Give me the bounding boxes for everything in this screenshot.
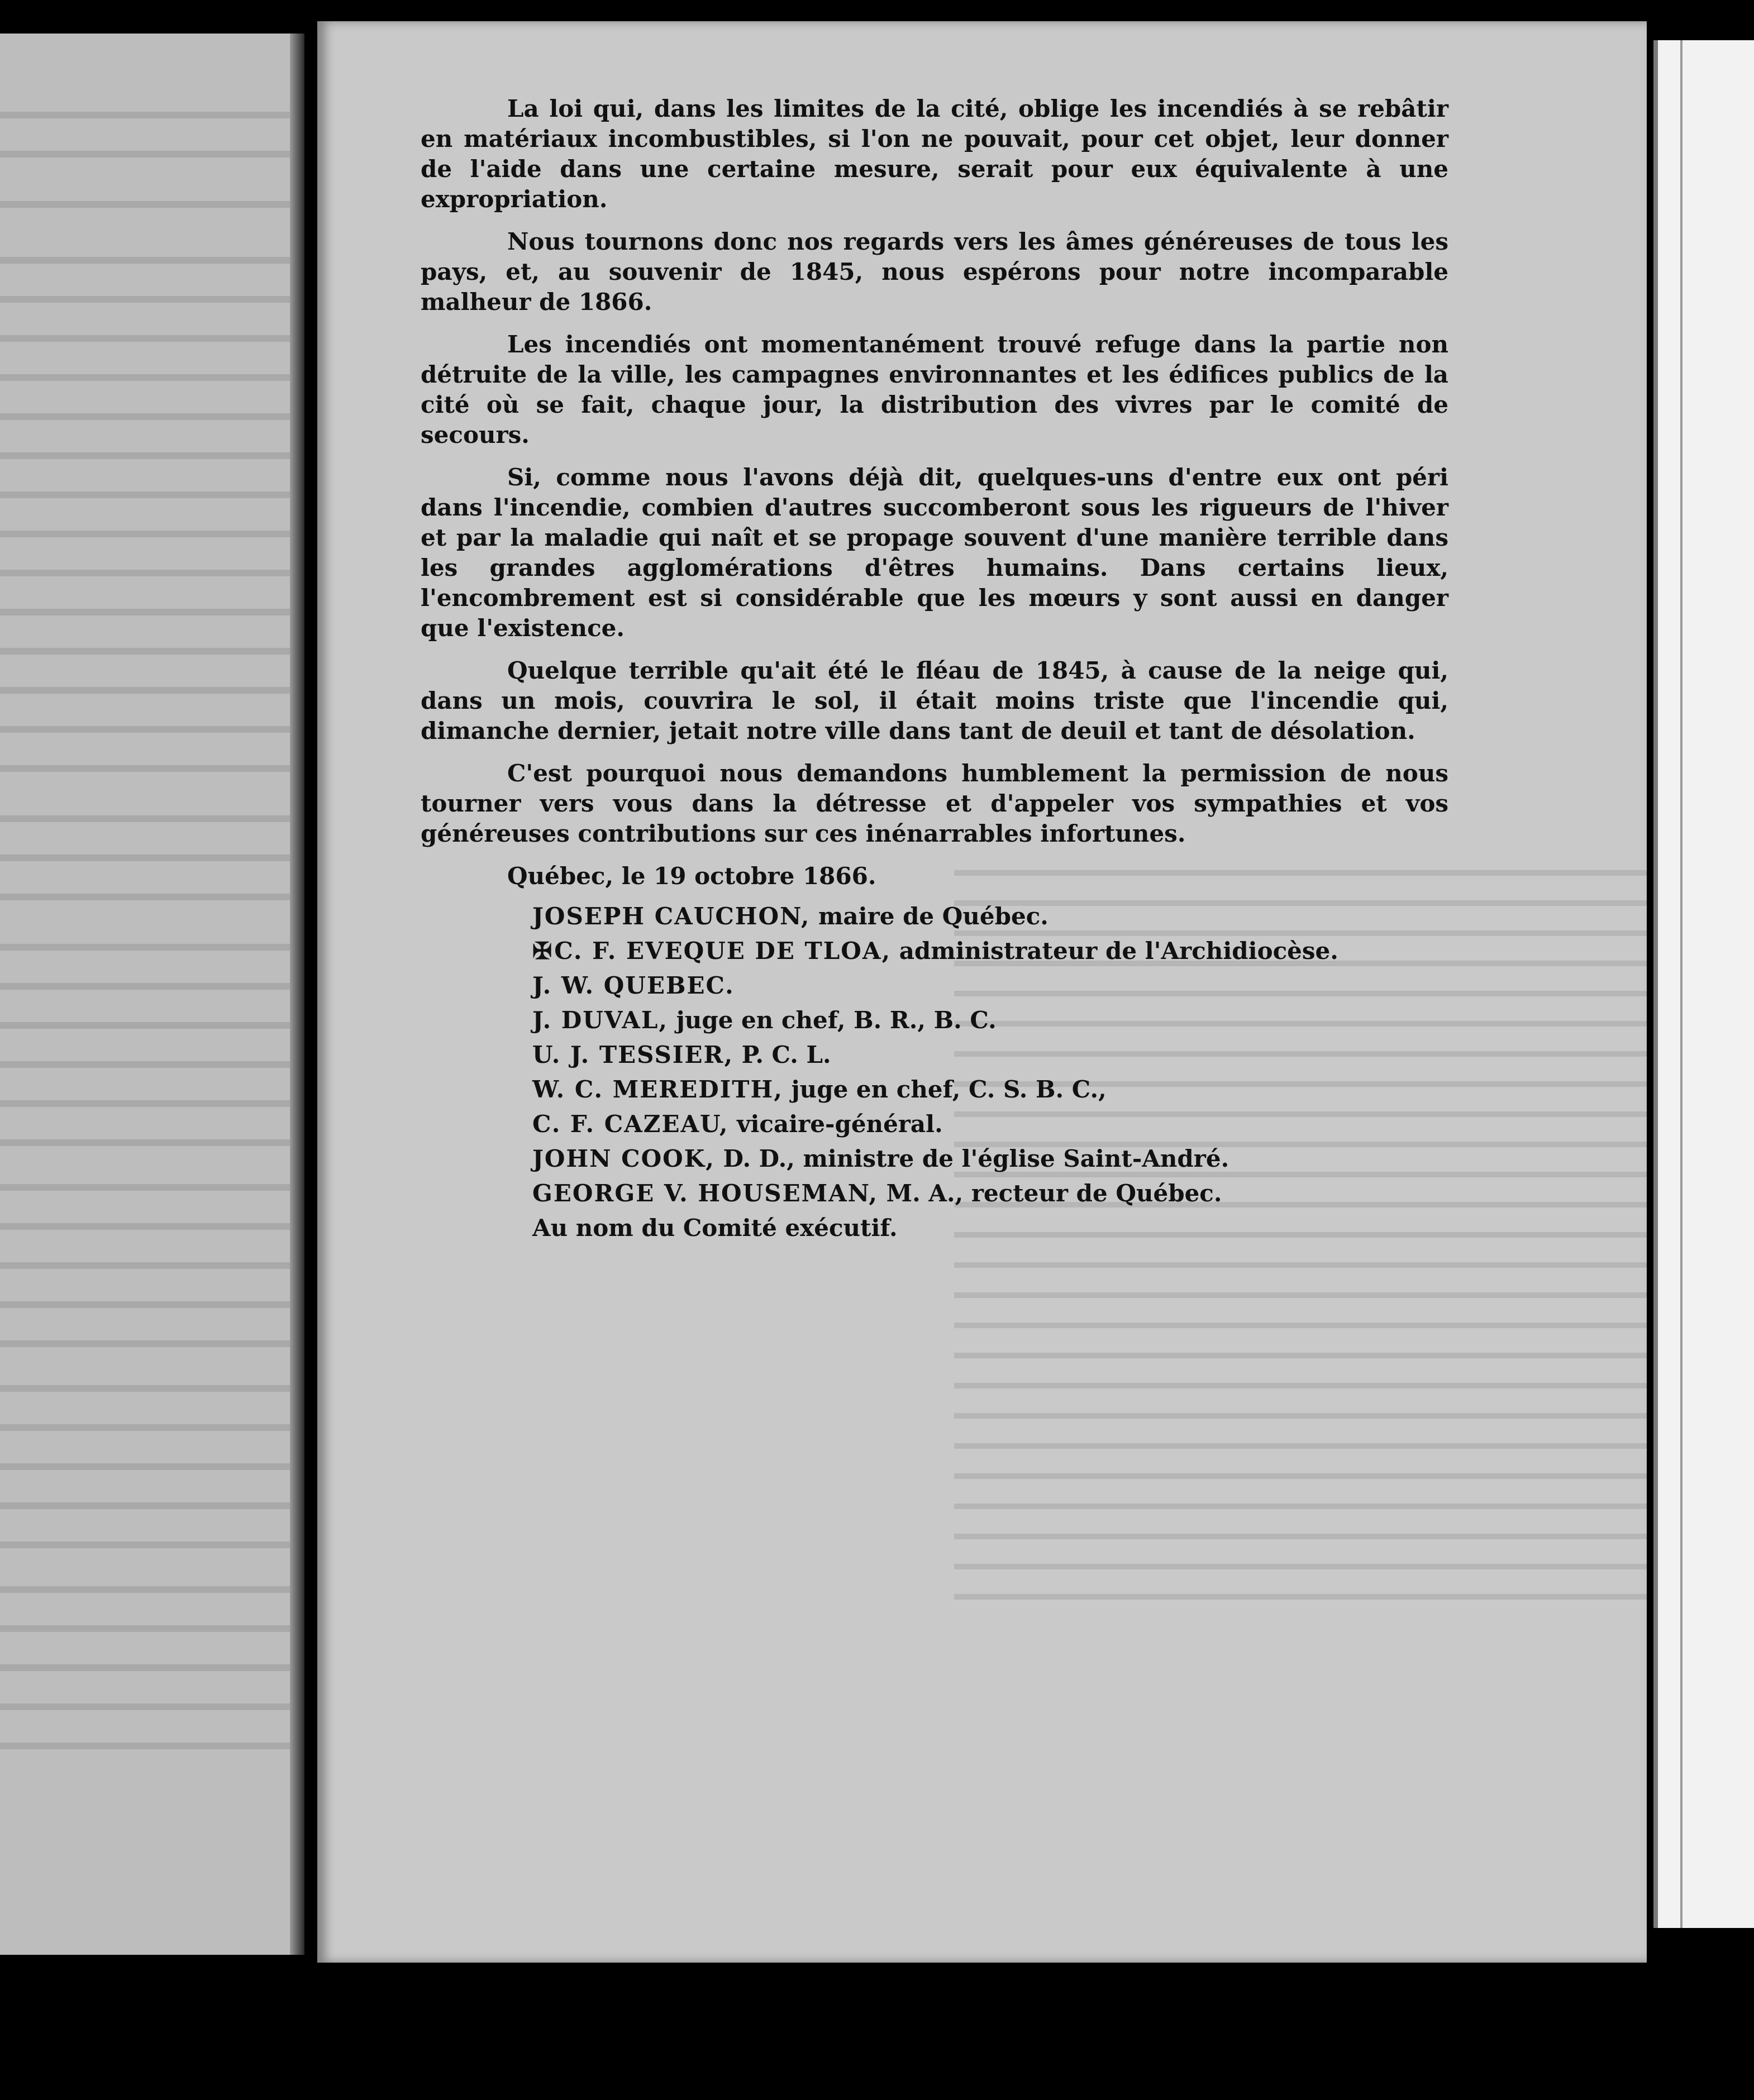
signatory-name: JOSEPH CAUCHON, (532, 903, 811, 930)
paragraph-appeal: Nous tournons donc nos regards vers les âmes généreuses de tous les pays, et, au souvenir de 1845, nous espérons pour notre incomparable malheur de 1866. (421, 228, 1448, 316)
paragraph-winter: Si, comme nous l'avons déjà dit, quelques-uns d'entre eux ont péri dans l'incendie, combien d'autres succomberont sous les rigueurs de l'hiver et par la maladie qui naît et se propage souvent d'une manière terrible dans les grandes agglomérations d'êtres humains. Dans certains lieux, l'encombrement est si considérable que les mœurs y sont aussi en danger que l'existence. (421, 464, 1448, 642)
document-page (317, 21, 1647, 1963)
signatory-name: W. C. MEREDITH, (532, 1076, 783, 1103)
signatory-cauchon (532, 899, 1448, 934)
right-page-edge (1653, 40, 1754, 1928)
signatory-title: administrateur de l'Archidiocèse. (891, 937, 1338, 965)
signatory-title: maire de Québec. (810, 903, 1048, 930)
signatory-meredith (532, 1072, 1448, 1107)
signatory-cook (532, 1142, 1448, 1176)
paragraph-request: C'est pourquoi nous demandons humblement la permission de nous tourner vers vous dans la détresse et d'appeler vos sympathies et vos généreuses contributions sur ces inénarrables infortunes. (421, 760, 1448, 847)
signatory-name: JOHN COOK, (532, 1145, 715, 1172)
signatory-title: D. D., ministre de l'église Saint-André. (714, 1145, 1229, 1172)
signatory-duval (532, 1003, 1448, 1038)
signatory-name: J. DUVAL, (532, 1006, 668, 1034)
signatory-list (421, 899, 1448, 1211)
signatory-tessier (532, 1038, 1448, 1072)
signatory-name: J. W. QUEBEC. (532, 972, 735, 999)
signatory-title: vicaire-général. (728, 1110, 943, 1138)
cross-icon: ✠ (532, 937, 552, 965)
paragraph-1845: Quelque terrible qu'ait été le fléau de 1845, à cause de la neige qui, dans un mois, couvrira le sol, il était moins triste que l'incendie qui, dimanche dernier, jetait notre ville dans tant de deuil et tant de désolation. (421, 657, 1448, 744)
signatory-quebec (532, 968, 1448, 1003)
signatory-title: M. A., recteur de Québec. (878, 1180, 1222, 1207)
signatory-name: C. F. CAZEAU, (532, 1110, 729, 1138)
paragraph-expropriation: La loi qui, dans les limites de la cité, oblige les incendiés à se rebâtir en matériaux incombustibles, si l'on ne pouvait, pour cet objet, leur donner de l'aide dans une certaine mesure, serait pour eux équivalente à une expropriation. (421, 95, 1448, 213)
signatory-name: U. J. TESSIER, (532, 1041, 734, 1068)
committee-footer: Au nom du Comité exécutif. (532, 1214, 898, 1242)
signatory-title: juge en chef, B. R., B. C. (668, 1006, 997, 1034)
signatory-cazeau (532, 1107, 1448, 1142)
signatory-eveque (532, 934, 1448, 968)
date-line: Québec, le 19 octobre 1866. (507, 862, 876, 890)
signatory-title: juge en chef, C. S. B. C., (783, 1076, 1107, 1103)
signatory-name: C. F. EVEQUE DE TLOA, (554, 937, 892, 965)
page-gutter-shadow (290, 34, 304, 1955)
page-edge-line (1680, 40, 1682, 1928)
signatory-title: P. C. L. (733, 1041, 831, 1068)
letter-body (421, 94, 1448, 1245)
signatory-houseman (532, 1176, 1448, 1211)
paragraph-refuge: Les incendiés ont momentanément trouvé refuge dans la partie non détruite de la ville, les campagnes environnantes et les édifices publics de la cité où se fait, chaque jour, la distribution des vivres par le comité de secours. (421, 331, 1448, 448)
signatory-name: GEORGE V. HOUSEMAN, (532, 1180, 879, 1207)
adjacent-page-edge (0, 34, 304, 1955)
